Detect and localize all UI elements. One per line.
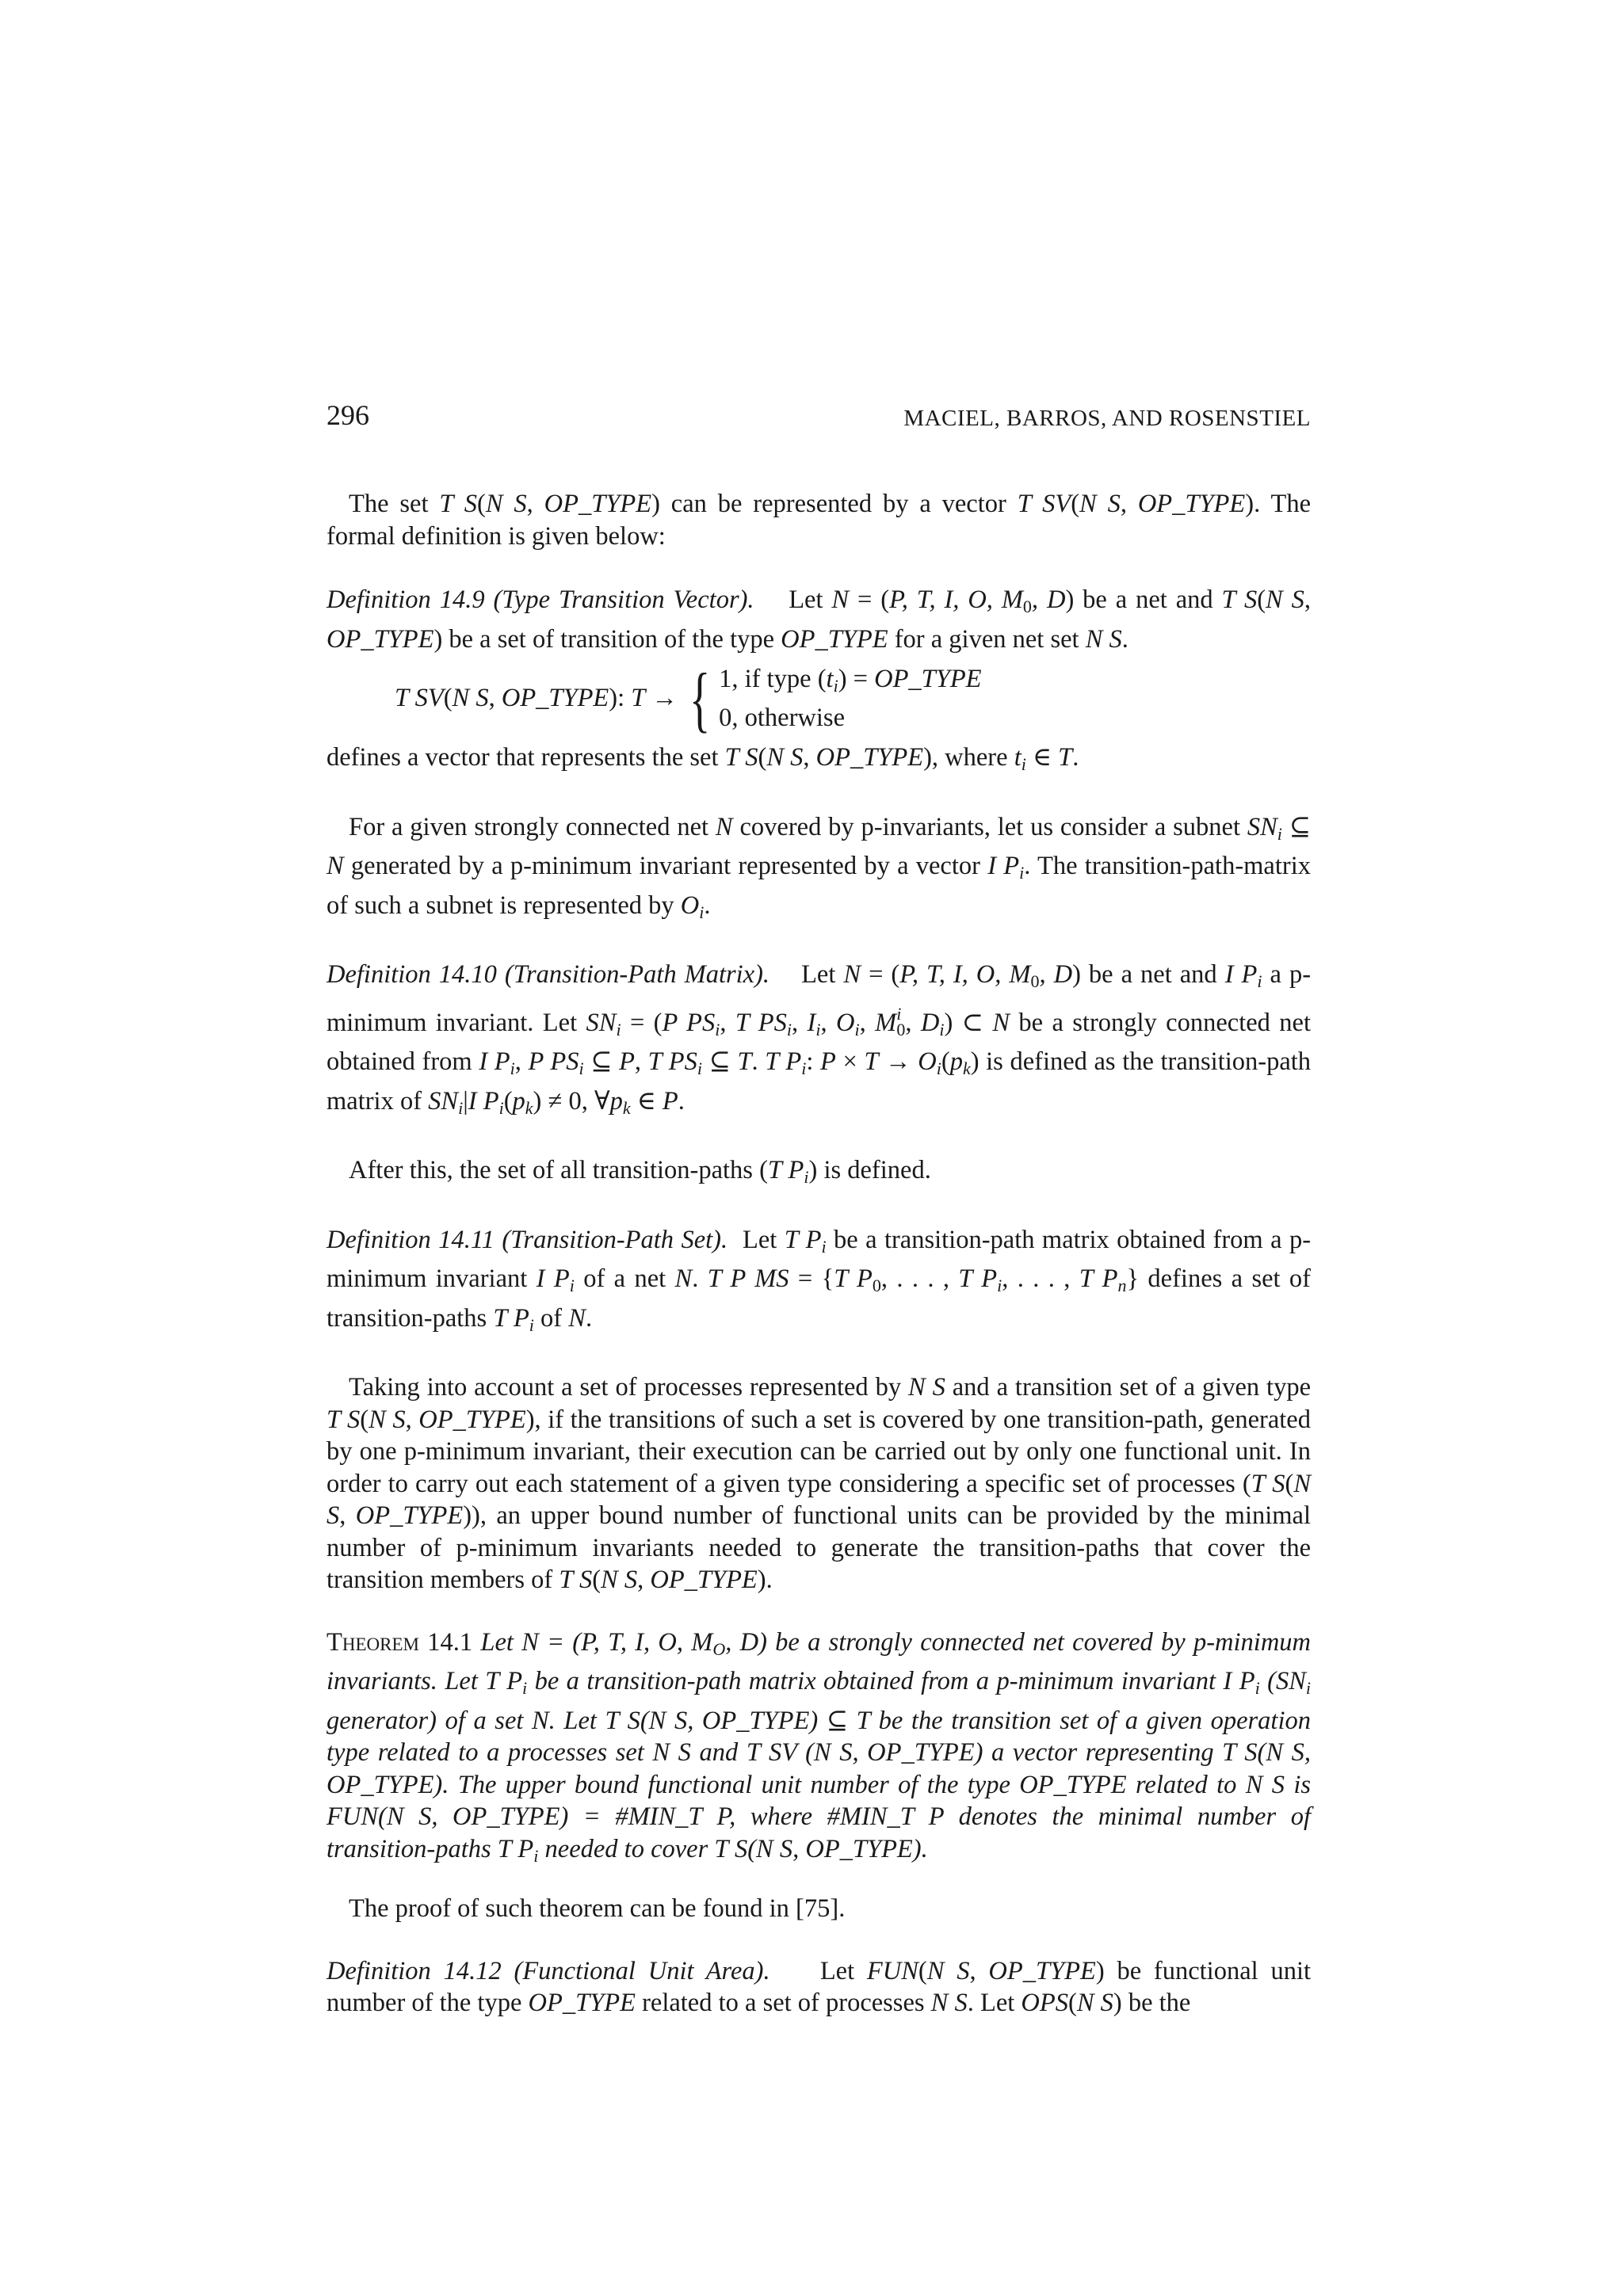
definition-heading: Definition 14.10 (Transition-Path Matrix). xyxy=(327,960,770,989)
theorem-heading: Theorem 14.1 xyxy=(327,1627,473,1657)
running-head: MACIEL, BARROS, AND ROSENSTIEL xyxy=(903,406,1311,431)
paragraph-defines: defines a vector that represents the set T S(N S, OP_TYPE), where $t_i$ ∈ T. xyxy=(327,743,1079,774)
definition-14-12: Definition 14.12 (Functional Unit Area). Let FUN(N S, OP_TYPE) be functional unit number of the type OP_TYPE related to a set of processes N S. Let OPS(N S) be the xyxy=(327,1956,1312,2017)
case-row-1: 1, if type $(t_i)$ = OP_TYPE xyxy=(719,665,982,696)
page-number: 296 xyxy=(327,399,369,431)
definition-14-11: Definition 14.11 (Transition-Path Set). Let T $P_i$ be a transition-path matrix obtained from a p-minimum invariant I $P_i$ of a net N. T P MS = {T $P_0$, . . . , T $P_i$, . . . , T $P_n$} defines a set of transition-paths T $P_i$ of N. xyxy=(327,1225,1312,1335)
definition-heading: Definition 14.12 (Functional Unit Area). xyxy=(327,1956,770,1985)
paragraph-subnet: For a given strongly connected net N covered by p-invariants, let us consider a subnet $SN_i$ ⊆ N generated by a p-minimum invariant represented by a vector I $P_i$. The transition-path-matrix of such a subnet is represented by $O_i$. xyxy=(327,812,1311,922)
case-row-2: 0, otherwise xyxy=(719,704,846,732)
paragraph-after: After this, the set of all transition-paths (T $P_i$) is defined. xyxy=(349,1156,931,1187)
equation-cases xyxy=(719,663,981,734)
equation-lhs: T SV(N S, OP_TYPE): T → xyxy=(395,684,678,713)
equation-tsv xyxy=(395,658,1311,739)
definition-heading: Definition 14.9 (Type Transition Vector). xyxy=(327,585,754,614)
paragraph-intro: The set T S(N S, OP_TYPE) can be represented by a vector T SV(N S, OP_TYPE). The formal definition is given below: xyxy=(327,490,1312,551)
definition-14-10: Definition 14.10 (Transition-Path Matrix). Let N = (P, T, I, O, $M_0$, D) be a net and I $P_i$ a p-minimum invariant. Let $SN_i = (P$ $PS_i$, T $PS_i$, $I_i$, $O_i$, $M^i_0$, $D_i$) ⊂ N be a strongly connected net obtained from I $P_i$, P $PS_i$ ⊆ P, T $PS_i$ ⊆ T. T $P_i$: $P \times T \to O_i(p_k)$ is defined as the transition-path matrix of $SN_i|I$ $P_i(p_k) \ne 0$, $\forall p_k$ ∈ P. xyxy=(327,960,1312,1118)
left-brace: { xyxy=(689,658,711,739)
theorem-14-1: Theorem 14.1 Let N = (P, T, I, O, $M_O$, D) be a strongly connected net covered by p-minimum invariants. Let T $P_i$ be a transition-path matrix obtained from a p-minimum invariant I $P_i$ ($SN_i$ generator) of a set N. Let T S(N S, OP_TYPE) ⊆ T be the transition set of a given operation type related to a processes set N S and T SV (N S, OP_TYPE) a vector representing T S(N S, OP_TYPE). The upper bound functional unit number of the type OP_TYPE related to N S is FUN(N S, OP_TYPE) = #MIN_T P, where #MIN_T P denotes the minimal number of transition-paths T $P_i$ needed to cover T S(N S, OP_TYPE). xyxy=(327,1627,1312,1866)
definition-14-9: Definition 14.9 (Type Transition Vector). Let N = (P, T, I, O, $M_0$, D) be a net and T S(N S, OP_TYPE) be a set of transition of the type OP_TYPE for a given net set N S. xyxy=(327,585,1311,654)
paragraph-taking-into-account: Taking into account a set of processes represented by N S and a transition set of a given type T S(N S, OP_TYPE), if the transitions of such a set is covered by one transition-path, generated by one p-minimum invariant, their execution can be carried out by only one functional unit. In order to carry out each statement of a given type considering a specific set of processes (T S(N S, OP_TYPE)), an upper bound number of functional units can be provided by the minimal number of p-minimum invariants needed to generate the transition-paths that cover the transition members of T S(N S, OP_TYPE). xyxy=(327,1373,1312,1594)
paragraph-proof: The proof of such theorem can be found in [75]. xyxy=(349,1894,846,1923)
page-header xyxy=(327,398,1311,433)
page-body xyxy=(327,488,1311,2019)
definition-heading: Definition 14.11 (Transition-Path Set). xyxy=(327,1225,728,1254)
